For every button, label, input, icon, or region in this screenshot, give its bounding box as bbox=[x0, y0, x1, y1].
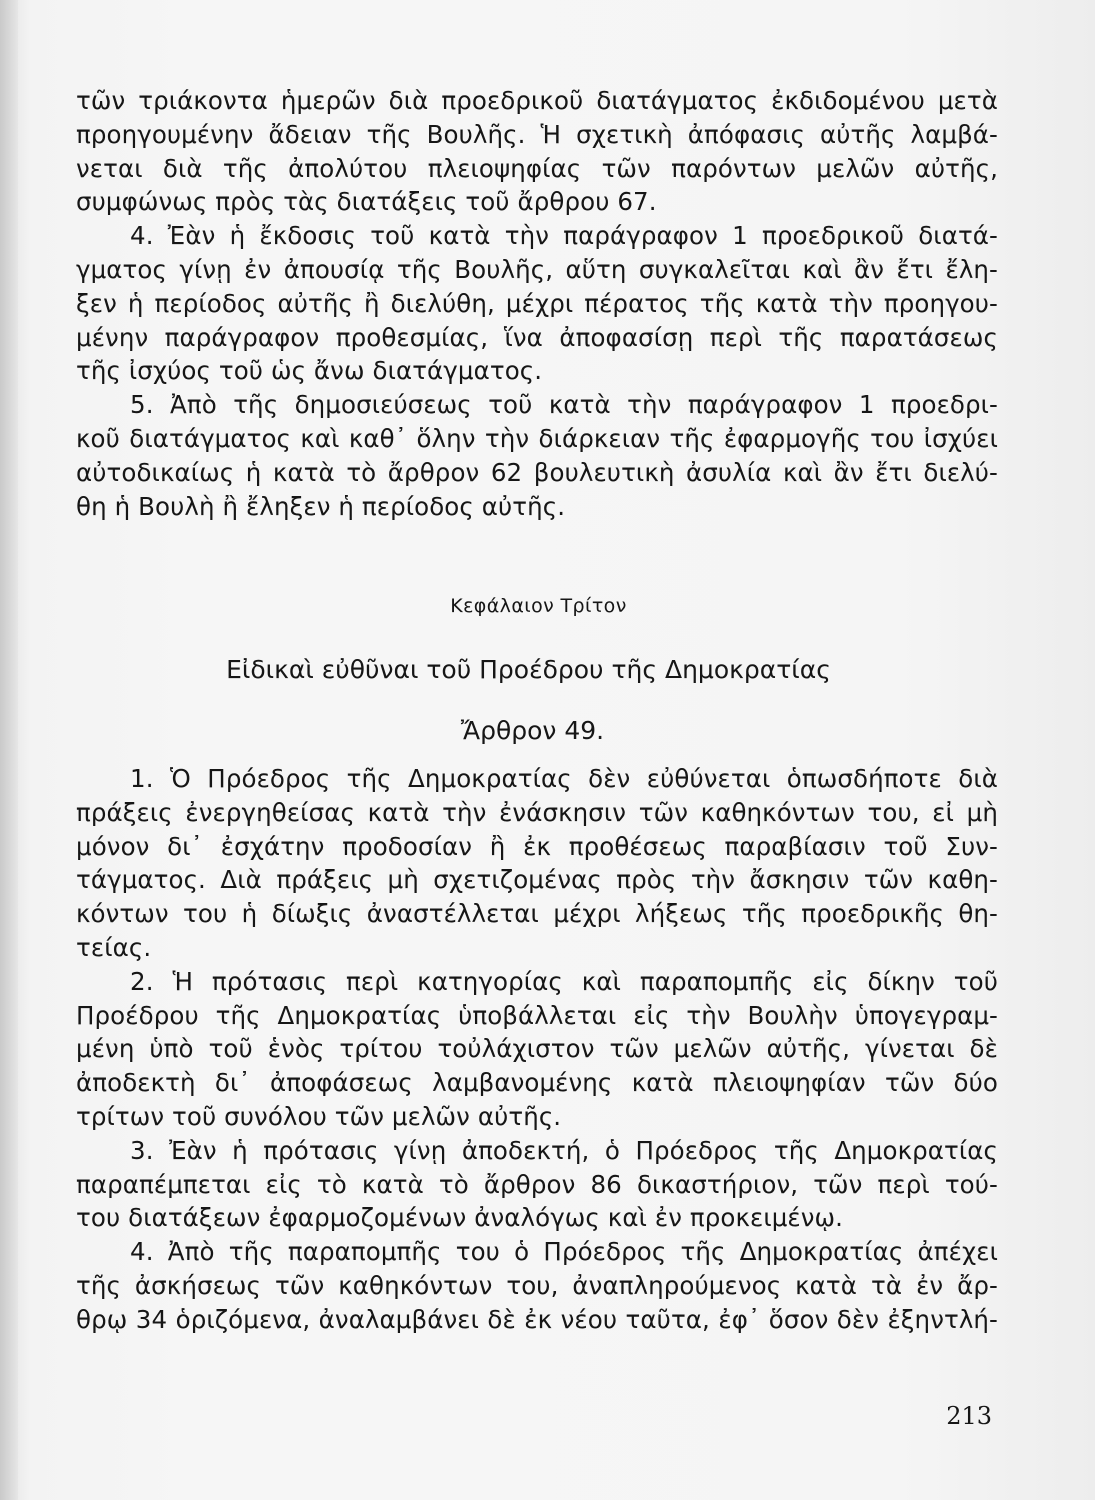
article-heading-text: Ἄρθρον 49. bbox=[460, 716, 605, 745]
text-line: 1. Ὁ Πρόεδρος τῆς Δημοκρατίας δὲν εὐθύνεται ὁπωσδήποτε διὰ bbox=[130, 764, 998, 793]
article-heading bbox=[0, 716, 1095, 745]
text-block-top bbox=[76, 84, 998, 523]
text-line: νεται διὰ τῆς ἀπολύτου πλειοψηφίας τῶν παρόντων μελῶν αὐτῆς, bbox=[76, 153, 998, 183]
text-line: τῶν τριάκοντα ἡμερῶν διὰ προεδρικοῦ διατάγματος ἐκδιδομένου μετὰ bbox=[76, 86, 998, 115]
text-line: τείας. bbox=[76, 932, 152, 962]
book-gutter-shadow bbox=[0, 0, 18, 1500]
text-line: μένην παράγραφον προθεσμίας, ἵνα ἀποφασίσῃ περὶ τῆς παρατάσεως bbox=[76, 322, 998, 352]
text-line: Προέδρου τῆς Δημοκρατίας ὑποβάλλεται εἰς τὴν Βουλὴν ὑπογεγραμ- bbox=[76, 1000, 998, 1030]
text-line: προηγουμένην ἄδειαν τῆς Βουλῆς. Ἡ σχετικὴ ἀπόφασις αὐτῆς λαμβά- bbox=[76, 119, 998, 149]
text-line: τρίτων τοῦ συνόλου τῶν μελῶν αὐτῆς. bbox=[76, 1101, 562, 1131]
text-line: παραπέμπεται εἰς τὸ κατὰ τὸ ἄρθρον 86 δικαστήριον, τῶν περὶ τού- bbox=[76, 1169, 998, 1199]
article-paragraph-4 bbox=[76, 1235, 998, 1336]
text-line: τάγματος. Διὰ πράξεις μὴ σχετιζομένας πρὸς τὴν ἄσκησιν τῶν καθη- bbox=[76, 865, 998, 895]
text-line: 4. Ἀπὸ τῆς παραπομπῆς του ὁ Πρόεδρος τῆς Δημοκρατίας ἀπέχει bbox=[130, 1237, 998, 1267]
text-line: κοῦ διατάγματος καὶ καθ᾽ ὅλην τὴν διάρκειαν τῆς ἐφαρμογῆς του ἰσχύει bbox=[76, 423, 998, 453]
text-line: ἀποδεκτὴ δι᾽ ἀποφάσεως λαμβανομένης κατὰ πλειοψηφίαν τῶν δύο bbox=[76, 1068, 998, 1098]
chapter-heading bbox=[0, 595, 1095, 617]
text-line: αὐτοδικαίως ἡ κατὰ τὸ ἄρθρον 62 βουλευτικὴ ἀσυλία καὶ ἂν ἔτι διελύ- bbox=[76, 457, 998, 487]
page-number: 213 bbox=[946, 1402, 992, 1430]
paragraph-4 bbox=[76, 219, 998, 388]
text-line: θρῳ 34 ὁριζόμενα, ἀναλαμβάνει δὲ ἐκ νέου ταῦτα, ἐφ᾽ ὅσον δὲν ἐξηντλή- bbox=[76, 1304, 998, 1334]
text-line: τῆς ἀσκήσεως τῶν καθηκόντων του, ἀναπληρούμενος κατὰ τὰ ἐν ἄρ- bbox=[76, 1270, 998, 1300]
text-line: 5. Ἀπὸ τῆς δημοσιεύσεως τοῦ κατὰ τὴν παράγραφον 1 προεδρι- bbox=[130, 390, 998, 420]
article-paragraph-1 bbox=[76, 762, 998, 965]
text-line: συμφώνως πρὸς τὰς διατάξεις τοῦ ἄρθρου 67. bbox=[76, 187, 657, 217]
text-line: ξεν ἡ περίοδος αὐτῆς ἢ διελύθη, μέχρι πέρατος τῆς κατὰ τὴν προηγου- bbox=[76, 288, 998, 318]
paragraph-intro bbox=[76, 84, 998, 219]
text-line: γματος γίνῃ ἐν ἀπουσίᾳ τῆς Βουλῆς, αὕτη συγκαλεῖται καὶ ἂν ἔτι ἔλη- bbox=[76, 254, 998, 284]
article-paragraph-2 bbox=[76, 965, 998, 1134]
text-block-article bbox=[76, 762, 998, 1337]
text-line: 3. Ἐὰν ἡ πρότασις γίνῃ ἀποδεκτή, ὁ Πρόεδρος τῆς Δημοκρατίας bbox=[130, 1135, 998, 1165]
text-line: τῆς ἰσχύος τοῦ ὡς ἄνω διατάγματος. bbox=[76, 356, 543, 386]
section-heading bbox=[0, 655, 1095, 684]
text-line: του διατάξεων ἐφαρμοζομένων ἀναλόγως καὶ ἐν προκειμένῳ. bbox=[76, 1203, 844, 1233]
section-heading-text: Εἰδικαὶ εὐθῦναι τοῦ Προέδρου τῆς Δημοκρατίας bbox=[226, 655, 831, 684]
text-line: θη ἡ Βουλὴ ἢ ἔληξεν ἡ περίοδος αὐτῆς. bbox=[76, 491, 566, 521]
chapter-heading-text: Κεφάλαιον Τρίτον bbox=[450, 595, 627, 617]
text-line: μόνον δι᾽ ἐσχάτην προδοσίαν ἢ ἐκ προθέσεως παραβίασιν τοῦ Συν- bbox=[76, 831, 998, 861]
text-line: μένη ὑπὸ τοῦ ἑνὸς τρίτου τοὐλάχιστον τῶν μελῶν αὐτῆς, γίνεται δὲ bbox=[76, 1034, 998, 1064]
text-line: κόντων του ἡ δίωξις ἀναστέλλεται μέχρι λήξεως τῆς προεδρικῆς θη- bbox=[76, 899, 998, 929]
article-paragraph-3 bbox=[76, 1134, 998, 1235]
text-line: 2. Ἡ πρότασις περὶ κατηγορίας καὶ παραπομπῆς εἰς δίκην τοῦ bbox=[130, 966, 998, 996]
text-line: 4. Ἐὰν ἡ ἔκδοσις τοῦ κατὰ τὴν παράγραφον 1 προεδρικοῦ διατά- bbox=[130, 221, 998, 251]
text-line: πράξεις ἐνεργηθείσας κατὰ τὴν ἐνάσκησιν τῶν καθηκόντων του, εἰ μὴ bbox=[76, 797, 998, 827]
paragraph-5 bbox=[76, 388, 998, 523]
